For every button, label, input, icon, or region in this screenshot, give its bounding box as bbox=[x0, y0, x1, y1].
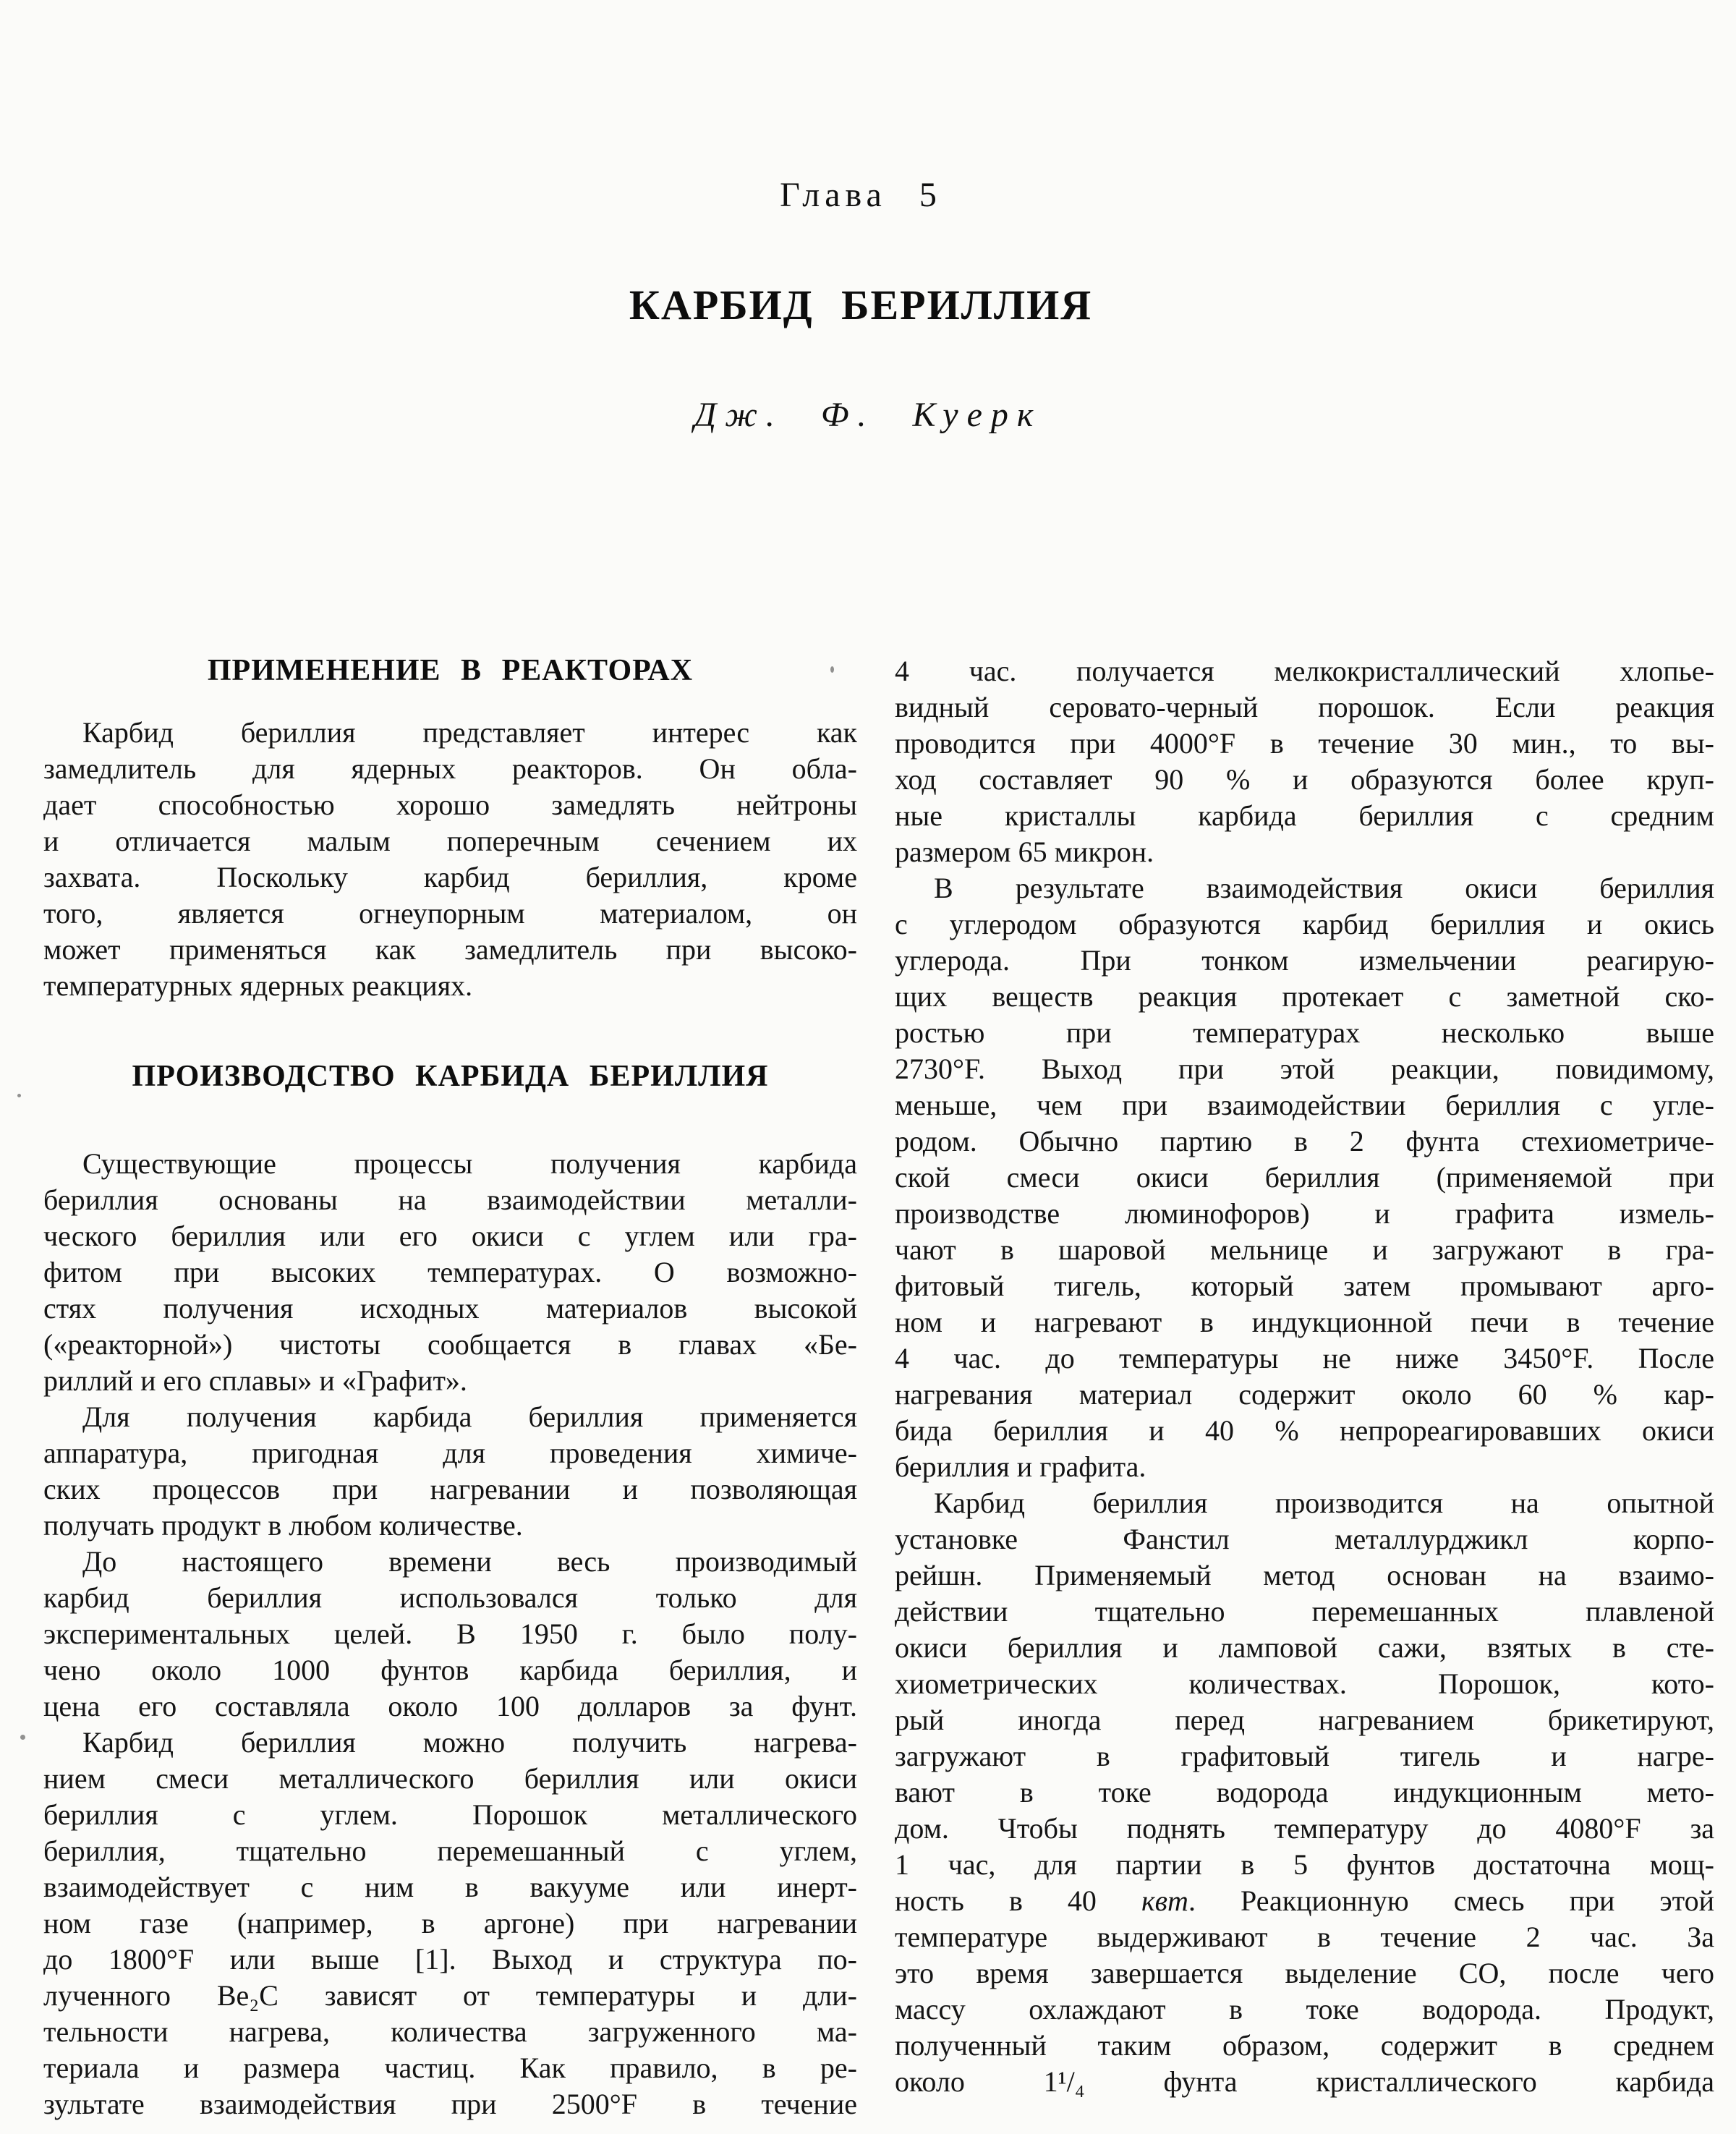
text-line: 4 час. получается мелкокристаллический хлопье- bbox=[895, 655, 1714, 687]
text-line: карбид бериллия использовался только для bbox=[43, 1581, 857, 1614]
text-line: Карбид бериллия можно получить нагрева- bbox=[82, 1726, 857, 1759]
section-reactors-text bbox=[43, 715, 857, 1004]
paragraph bbox=[43, 715, 857, 1004]
text-line: с углеродом образуются карбид бериллия и окись bbox=[895, 908, 1714, 940]
text-line: углерода. При тонком измельчении реагирую- bbox=[895, 944, 1714, 977]
text-line: хиометрических количествах. Порошок, кото- bbox=[895, 1667, 1714, 1700]
text-line: дом. Чтобы поднять температуру до 4080°F за bbox=[895, 1812, 1714, 1845]
text-line: бериллия и графита. bbox=[895, 1450, 1146, 1483]
text-line: В результате взаимодействия окиси бериллия bbox=[934, 872, 1714, 904]
text-line: температуре выдерживают в течение 2 час. За bbox=[895, 1921, 1714, 1953]
text-line: того, является огнеупорным материалом, он bbox=[43, 897, 857, 930]
scan-speck bbox=[830, 666, 834, 673]
text-line: может применяться как замедлитель при высоко- bbox=[43, 933, 857, 966]
text-line: бида бериллия и 40 % непрореагировавших окиси bbox=[895, 1414, 1714, 1447]
text-line: ростью при температурах несколько выше bbox=[895, 1016, 1714, 1049]
text-line: лученного Be₂C зависят от температуры и дли- bbox=[43, 1979, 857, 2012]
text-line: полученный таким образом, содержит в среднем bbox=[895, 2029, 1714, 2062]
text-line: бериллия основаны на взаимодействии металли- bbox=[43, 1183, 857, 1216]
chapter-label: Глава 5 bbox=[780, 176, 942, 214]
text-line: и отличается малым поперечным сечением их bbox=[43, 825, 857, 857]
text-line: Существующие процессы получения карбида bbox=[82, 1147, 857, 1180]
text-line: родом. Обычно партию в 2 фунта стехиометриче- bbox=[895, 1125, 1714, 1157]
text-line: фитом при высоких температурах. О возможно- bbox=[43, 1256, 857, 1288]
text-line: нагревания материал содержит около 60 % кар- bbox=[895, 1378, 1714, 1411]
text-line: замедлитель для ядерных реакторов. Он обла- bbox=[43, 752, 857, 785]
page-title: КАРБИД БЕРИЛЛИЯ bbox=[629, 281, 1093, 328]
text-line: получать продукт в любом количестве. bbox=[43, 1509, 523, 1542]
text-line: стях получения исходных материалов высокой bbox=[43, 1292, 857, 1325]
text-line: производстве люминофоров) и графита измель- bbox=[895, 1197, 1714, 1230]
text-line: Для получения карбида бериллия применяется bbox=[82, 1400, 857, 1433]
text-line: 2730°F. Выход при этой реакции, повидимому, bbox=[895, 1053, 1714, 1085]
text-line: щих веществ реакция протекает с заметной ско- bbox=[895, 980, 1714, 1013]
text-line: ход составляет 90 % и образуются более круп- bbox=[895, 763, 1714, 796]
text-line: риллий и его сплавы» и «Графит». bbox=[43, 1364, 467, 1397]
text-line: чают в шаровой мельнице и загружают в гра- bbox=[895, 1233, 1714, 1266]
text-line: 1 час, для партии в 5 фунтов достаточна мощ- bbox=[895, 1848, 1714, 1881]
text-line: установке Фанстил металлурджикл корпо- bbox=[895, 1523, 1714, 1555]
paragraph bbox=[895, 653, 1714, 870]
text-line: («реакторной») чистоты сообщается в главах «Бе- bbox=[43, 1328, 857, 1361]
text-line: это время завершается выделение CO, после чего bbox=[895, 1957, 1714, 1989]
text-line: меньше, чем при взаимодействии бериллия с угле- bbox=[895, 1089, 1714, 1121]
scan-speck bbox=[20, 1735, 25, 1740]
text-line: чено около 1000 фунтов карбида бериллия, и bbox=[43, 1654, 857, 1686]
text-line: около 1¹/₄ фунта кристаллического карбида bbox=[895, 2065, 1714, 2098]
text-line: бериллия, тщательно перемешанный с углем, bbox=[43, 1835, 857, 1867]
text-line: окиси бериллия и ламповой сажи, взятых в сте- bbox=[895, 1631, 1714, 1664]
paragraph bbox=[43, 1146, 857, 1399]
text-line: вают в токе водорода индукционным мето- bbox=[895, 1776, 1714, 1808]
text-line: рый иногда перед нагреванием брикетируют, bbox=[895, 1704, 1714, 1736]
text-line: фитовый тигель, который затем промывают арго- bbox=[895, 1270, 1714, 1302]
text-line: загружают в графитовый тигель и нагре- bbox=[895, 1740, 1714, 1772]
text-line: ской смеси окиси бериллия (применяемой при bbox=[895, 1161, 1714, 1194]
left-column bbox=[43, 653, 857, 2122]
text-line: видный серовато-черный порошок. Если реакция bbox=[895, 691, 1714, 723]
paragraph bbox=[43, 1725, 857, 2122]
text-line: экспериментальных целей. В 1950 г. было полу- bbox=[43, 1617, 857, 1650]
text-line: До настоящего времени весь производимый bbox=[82, 1545, 857, 1578]
author-byline: Дж. Ф. Куерк bbox=[694, 396, 1042, 434]
text-line: ные кристаллы карбида бериллия с средним bbox=[895, 799, 1714, 832]
text-line: взаимодействует с ним в вакууме или инерт- bbox=[43, 1871, 857, 1903]
section-production-text-left bbox=[43, 1146, 857, 2122]
text-line: териала и размера частиц. Как правило, в ре- bbox=[43, 2052, 857, 2084]
text-line: цена его составляла около 100 долларов за фунт. bbox=[43, 1690, 857, 1722]
text-line: зультате взаимодействия при 2500°F в течение bbox=[43, 2088, 857, 2120]
text-line: Карбид бериллия представляет интерес как bbox=[82, 716, 857, 749]
text-line: размером 65 микрон. bbox=[895, 836, 1154, 868]
text-line: ность в 40 квт. Реакционную смесь при этой bbox=[895, 1884, 1715, 1917]
paragraph bbox=[43, 1544, 857, 1725]
text-line: действии тщательно перемешанных плавленой bbox=[895, 1595, 1714, 1628]
text-line: дает способностью хорошо замедлять нейтроны bbox=[43, 788, 857, 821]
text-line: массу охлаждают в токе водорода. Продукт, bbox=[895, 1993, 1714, 2025]
section-heading-production: ПРОИЗВОДСТВО КАРБИДА БЕРИЛЛИЯ bbox=[132, 1060, 769, 1093]
text-line: ческого бериллия или его окиси с углем или гра- bbox=[43, 1220, 857, 1252]
text-line: ном газе (например, в аргоне) при нагревании bbox=[43, 1907, 857, 1939]
text-line: Карбид бериллия производится на опытной bbox=[934, 1487, 1714, 1519]
paragraph bbox=[43, 1399, 857, 1544]
scan-speck bbox=[17, 1094, 21, 1097]
text-line: ских процессов при нагревании и позволяющая bbox=[43, 1473, 857, 1505]
paragraph bbox=[895, 1485, 1714, 2100]
right-column bbox=[895, 653, 1714, 2100]
text-line: аппаратура, пригодная для проведения химиче- bbox=[43, 1437, 857, 1469]
text-line: рейшн. Применяемый метод основан на взаимо- bbox=[895, 1559, 1714, 1591]
section-production-text-right bbox=[895, 653, 1714, 2100]
text-line: ном и нагревают в индукционной печи в течение bbox=[895, 1306, 1714, 1338]
text-line: проводится при 4000°F в течение 30 мин., то вы- bbox=[895, 727, 1714, 760]
text-line: 4 час. до температуры не ниже 3450°F. После bbox=[895, 1342, 1714, 1374]
section-heading-reactors: ПРИМЕНЕНИЕ В РЕАКТОРАХ bbox=[207, 654, 694, 687]
text-line: бериллия с углем. Порошок металлического bbox=[43, 1798, 857, 1831]
paragraph bbox=[895, 870, 1714, 1485]
text-line: нием смеси металлического бериллия или окиси bbox=[43, 1762, 857, 1795]
text-line: захвата. Поскольку карбид бериллия, кроме bbox=[43, 861, 857, 893]
text-line: до 1800°F или выше [1]. Выход и структура по- bbox=[43, 1943, 857, 1976]
text-line: тельности нагрева, количества загруженного ма- bbox=[43, 2015, 857, 2048]
text-line: температурных ядерных реакциях. bbox=[43, 969, 473, 1002]
